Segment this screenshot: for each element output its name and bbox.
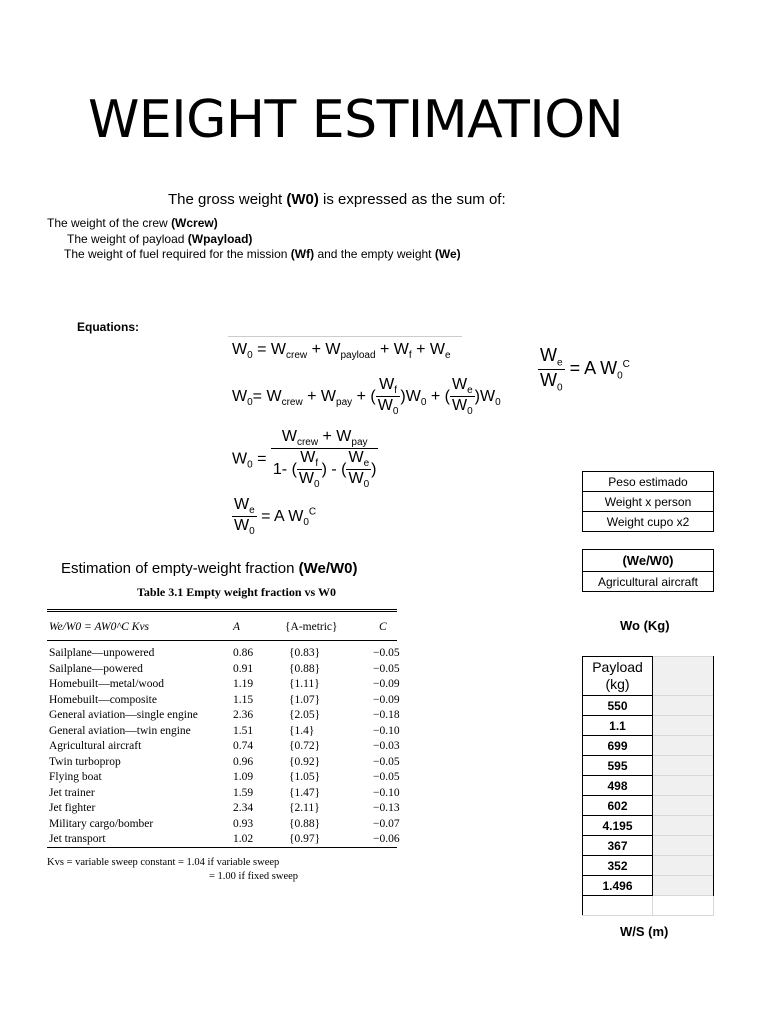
estimation-title-text: Estimation of empty-weight fraction xyxy=(61,560,299,577)
rule xyxy=(47,640,397,641)
line-bold: (Wf) xyxy=(290,247,315,261)
equations-image xyxy=(228,336,501,546)
table-cell: {2.11} xyxy=(289,802,320,814)
table-cell: Military cargo/bomber xyxy=(49,817,154,830)
fraction-table xyxy=(582,549,714,592)
empty-cell[interactable] xyxy=(653,776,714,796)
rule xyxy=(47,609,397,610)
payload-header[interactable]: Payload (kg) xyxy=(583,657,653,696)
table-cell: 1.09 xyxy=(233,771,254,783)
table-cell[interactable]: Agricultural aircraft xyxy=(583,572,714,592)
empty-cell[interactable] xyxy=(653,896,714,916)
table-cell: Homebuilt—metal/wood xyxy=(49,678,164,690)
payload-table xyxy=(582,656,714,916)
table-cell: −0.05 xyxy=(373,662,400,675)
table-cell: −0.10 xyxy=(373,786,400,799)
empty-cell[interactable] xyxy=(653,816,714,836)
empty-cell[interactable] xyxy=(583,896,653,916)
column-header: {A-metric} xyxy=(285,621,338,633)
table-cell: −0.05 xyxy=(373,647,400,659)
table-cell: −0.07 xyxy=(373,817,400,830)
empty-cell[interactable] xyxy=(653,756,714,776)
table-cell: 0.93 xyxy=(233,817,254,830)
payload-cell[interactable]: 4.195 xyxy=(583,816,653,836)
subtitle-text-end: is expressed as the sum of: xyxy=(318,191,506,208)
table-cell: Jet transport xyxy=(49,833,106,845)
estimation-title-bold: (We/W0) xyxy=(298,560,358,577)
table-cell: Jet fighter xyxy=(49,802,96,814)
table-cell: {0.92} xyxy=(289,755,321,768)
footnote: = 1.00 if fixed sweep xyxy=(209,871,299,882)
table-cell: {0.83} xyxy=(289,647,321,659)
empty-cell[interactable] xyxy=(653,796,714,816)
table-cell: General aviation—single engine xyxy=(49,709,198,721)
table-row xyxy=(47,817,400,833)
table-cell: −0.10 xyxy=(373,724,400,737)
estimation-title xyxy=(61,560,358,577)
payload-cell[interactable]: 699 xyxy=(583,736,653,756)
line-text-mid: and the empty weight xyxy=(314,247,435,261)
empty-cell[interactable] xyxy=(653,856,714,876)
table-cell[interactable]: Weight cupo x2 xyxy=(583,512,714,532)
table-cell: Sailplane—unpowered xyxy=(49,647,155,659)
line-text: The weight of fuel required for the mission xyxy=(64,247,291,261)
table-cell: {1.05} xyxy=(289,771,321,783)
ws-label: W/S (m) xyxy=(620,924,669,939)
table-cell: {1.4} xyxy=(289,724,315,737)
table-cell: 0.86 xyxy=(233,647,254,659)
empty-cell[interactable] xyxy=(653,836,714,856)
rule xyxy=(47,847,397,848)
table-row xyxy=(47,771,400,786)
page-title: WEIGHT ESTIMATION xyxy=(88,90,624,150)
table-row xyxy=(47,740,400,755)
table-row xyxy=(47,662,400,678)
table-cell: {1.11} xyxy=(289,678,320,690)
table-cell: Homebuilt—composite xyxy=(49,693,157,706)
column-header: We/W0 = AW0^C Kvs xyxy=(49,621,150,633)
crew-line xyxy=(47,216,218,231)
subtitle-bold: (W0) xyxy=(286,191,319,208)
subtitle-text: The gross weight xyxy=(168,191,287,208)
table-cell-header[interactable]: (We/W0) xyxy=(583,550,714,572)
line-bold: (Wcrew) xyxy=(171,216,218,230)
payload-cell[interactable]: 1.496 xyxy=(583,876,653,896)
table-cell: Flying boat xyxy=(49,771,102,783)
table-row xyxy=(47,755,400,771)
table-cell: 2.34 xyxy=(233,802,254,814)
table-cell[interactable]: Peso estimado xyxy=(583,472,714,492)
table-cell: 1.51 xyxy=(233,724,254,737)
table-cell: {0.88} xyxy=(289,662,321,675)
wo-label: Wo (Kg) xyxy=(620,618,670,633)
payload-cell[interactable]: 367 xyxy=(583,836,653,856)
table-cell: −0.09 xyxy=(373,678,400,690)
table-row xyxy=(47,802,400,817)
payload-cell[interactable]: 550 xyxy=(583,696,653,716)
empty-cell[interactable] xyxy=(653,716,714,736)
table-cell: 1.02 xyxy=(233,833,254,845)
table-cell: {1.47} xyxy=(289,786,321,799)
equations-label: Equations: xyxy=(77,320,139,334)
table-row xyxy=(47,678,400,693)
table-caption: Table 3.1 Empty weight fraction vs W0 xyxy=(137,585,337,599)
table-cell: −0.03 xyxy=(373,740,400,752)
table-cell: Twin turboprop xyxy=(49,755,121,768)
table-cell: 0.74 xyxy=(233,740,254,752)
column-header: C xyxy=(379,621,387,633)
equation-gross-weight-solved: $W_0$ = $W_{crew} + W_{pay}$ 1- ( $\frac{W_f}{W_0}$ ) - ( $\frac{W_e}{W_0}$ ) xyxy=(232,428,377,491)
subtitle xyxy=(168,190,506,210)
table-cell: −0.05 xyxy=(373,771,400,783)
line-text: The weight of the crew xyxy=(47,216,172,230)
fuel-line xyxy=(64,247,461,262)
table-cell: 1.15 xyxy=(233,693,254,706)
payload-cell[interactable]: 1.1 xyxy=(583,716,653,736)
table-cell: Sailplane—powered xyxy=(49,662,143,675)
table-row xyxy=(47,833,400,848)
equation-empty-weight-fraction: $\frac{W_e}{W_0}$ = A $W_0^C$ xyxy=(234,496,317,538)
table-cell[interactable]: Weight x person xyxy=(583,492,714,512)
table-cell: −0.18 xyxy=(373,709,400,721)
payload-cell[interactable]: 498 xyxy=(583,776,653,796)
table-row xyxy=(47,709,400,724)
table-cell: {0.72} xyxy=(289,740,321,752)
empty-cell[interactable] xyxy=(653,736,714,756)
table-cell: 2.36 xyxy=(233,709,254,721)
equation-gross-weight-fractions: $W_0= W_{crew} + W_{pay}$ + ( $\frac{W_f}{W_0}$ )$W_0$ + ( $\frac{W_e}{W_0}$ )$W_0$ xyxy=(232,376,501,418)
line-bold-2: (We) xyxy=(434,247,461,261)
column-header: A xyxy=(233,621,241,633)
equation-empty-weight-fraction-large: $\frac{W_e}{W_0}$ = A $W_0^C$ xyxy=(540,345,630,394)
table-cell: −0.13 xyxy=(373,802,400,814)
table-cell: General aviation—twin engine xyxy=(49,724,191,737)
table-cell: {1.07} xyxy=(289,693,321,706)
table-cell: 0.91 xyxy=(233,662,254,675)
table-cell: 1.19 xyxy=(233,678,254,690)
payload-cell[interactable]: 352 xyxy=(583,856,653,876)
table-row xyxy=(47,647,400,662)
table-cell: −0.05 xyxy=(373,755,400,768)
table-cell: −0.09 xyxy=(373,693,400,706)
table-cell: Agricultural aircraft xyxy=(49,740,142,752)
payload-line xyxy=(67,232,252,247)
table-row xyxy=(47,693,400,709)
equation-gross-weight-sum: $W_0 = W_{crew} + W_{payload} + W_f + W_e$ xyxy=(232,341,451,362)
rule xyxy=(47,611,397,612)
payload-cell[interactable]: 595 xyxy=(583,756,653,776)
payload-cell[interactable]: 602 xyxy=(583,796,653,816)
line-text: The weight of payload xyxy=(67,232,188,246)
footnote: Kvs = variable sweep constant = 1.04 if variable sweep xyxy=(47,857,280,868)
line-bold: (Wpayload) xyxy=(187,232,253,246)
table-cell: {0.97} xyxy=(289,833,321,845)
table-cell: Jet trainer xyxy=(49,786,95,799)
table-cell: {2.05} xyxy=(289,709,321,721)
empty-cell[interactable] xyxy=(653,657,714,696)
table-row xyxy=(47,786,400,802)
empty-cell[interactable] xyxy=(653,696,714,716)
table-cell: 0.96 xyxy=(233,755,254,768)
empty-cell[interactable] xyxy=(653,876,714,896)
table-cell: 1.59 xyxy=(233,786,254,799)
table-cell: {0.88} xyxy=(289,817,321,830)
table-cell: −0.06 xyxy=(373,833,400,845)
table-row xyxy=(47,724,400,740)
estimate-table xyxy=(582,471,714,532)
